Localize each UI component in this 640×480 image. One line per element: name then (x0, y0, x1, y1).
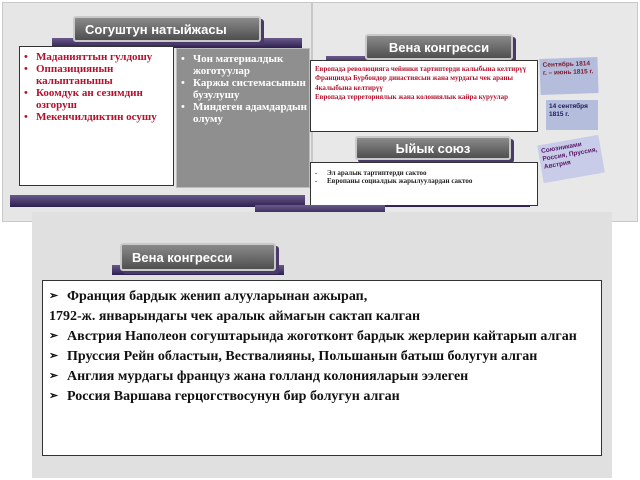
list-item: • Оппазициянын калыптанышы (24, 63, 171, 87)
losses-box (176, 48, 310, 188)
holy-alliance-title: Ыйык союз (355, 136, 511, 160)
goal-line: Францияда Бурбондор династиясын жана мурдагы чек араны 4калыбына келтирүү (315, 74, 513, 92)
list-item: • Каржы системасынын бузулушу (181, 77, 307, 101)
list-item: ➢ Россия Варшава герцогствосунун бир болугун алган (49, 387, 595, 407)
dates-note: Сентябрь 1814 г. – июнь 1815 г. (539, 57, 598, 95)
goal-line: Европада терреториялык жана колониялык кайра куруулар (315, 93, 508, 102)
list-item: ➢ Австрия Наполеон согуштарында жоготконт бардык жерлерин кайтарып алган (49, 327, 595, 347)
vienna-congress-title: Вена конгресси (365, 34, 513, 60)
list-item-continuation: 1792-ж. январындагы чек аралык аймагын сактап калган (49, 309, 421, 325)
allies-note: Союзниками Россия, Пруссия, Австрия (537, 135, 605, 183)
list-item: - Европаны социалдык жарылуулардан сактоо (315, 177, 533, 185)
list-item: • Маданияттын гулдошу (24, 51, 171, 63)
congress-results-box (42, 280, 602, 456)
culture-box (19, 46, 174, 186)
goal-line: Европада революцияга чейинки тартиптерди калыбына келтирүү (315, 65, 527, 73)
list-item: - Эл аралык тартиптерди сактоо (315, 169, 533, 177)
september-note: 14 сентября 1815 г. (546, 100, 598, 130)
congress-goals-box (310, 60, 538, 132)
holy-alliance-box (310, 162, 538, 206)
list-item: ➢ Франция бардык женип алууларынан ажырап, (49, 287, 595, 307)
results-title: Согуштун натыйжасы (73, 16, 261, 42)
list-item: ➢ Англия мурдагы француз жана голланд колонияларын ээлеген (49, 367, 595, 387)
list-item: • Коомдук ан сезимдин озгоруш (24, 87, 171, 111)
list-item: • Чон материалдык жоготуулар (181, 53, 307, 77)
vienna-congress-results-title: Вена конгресси (120, 243, 276, 271)
list-item: • Мекенчилдиктин осушу (24, 111, 171, 123)
list-item: ➢ Пруссия Рейн областын, Вествалияны, Польшанын батыш болугун алган (49, 347, 595, 367)
list-item: • Миндеген адамдардын олуму (181, 101, 307, 125)
